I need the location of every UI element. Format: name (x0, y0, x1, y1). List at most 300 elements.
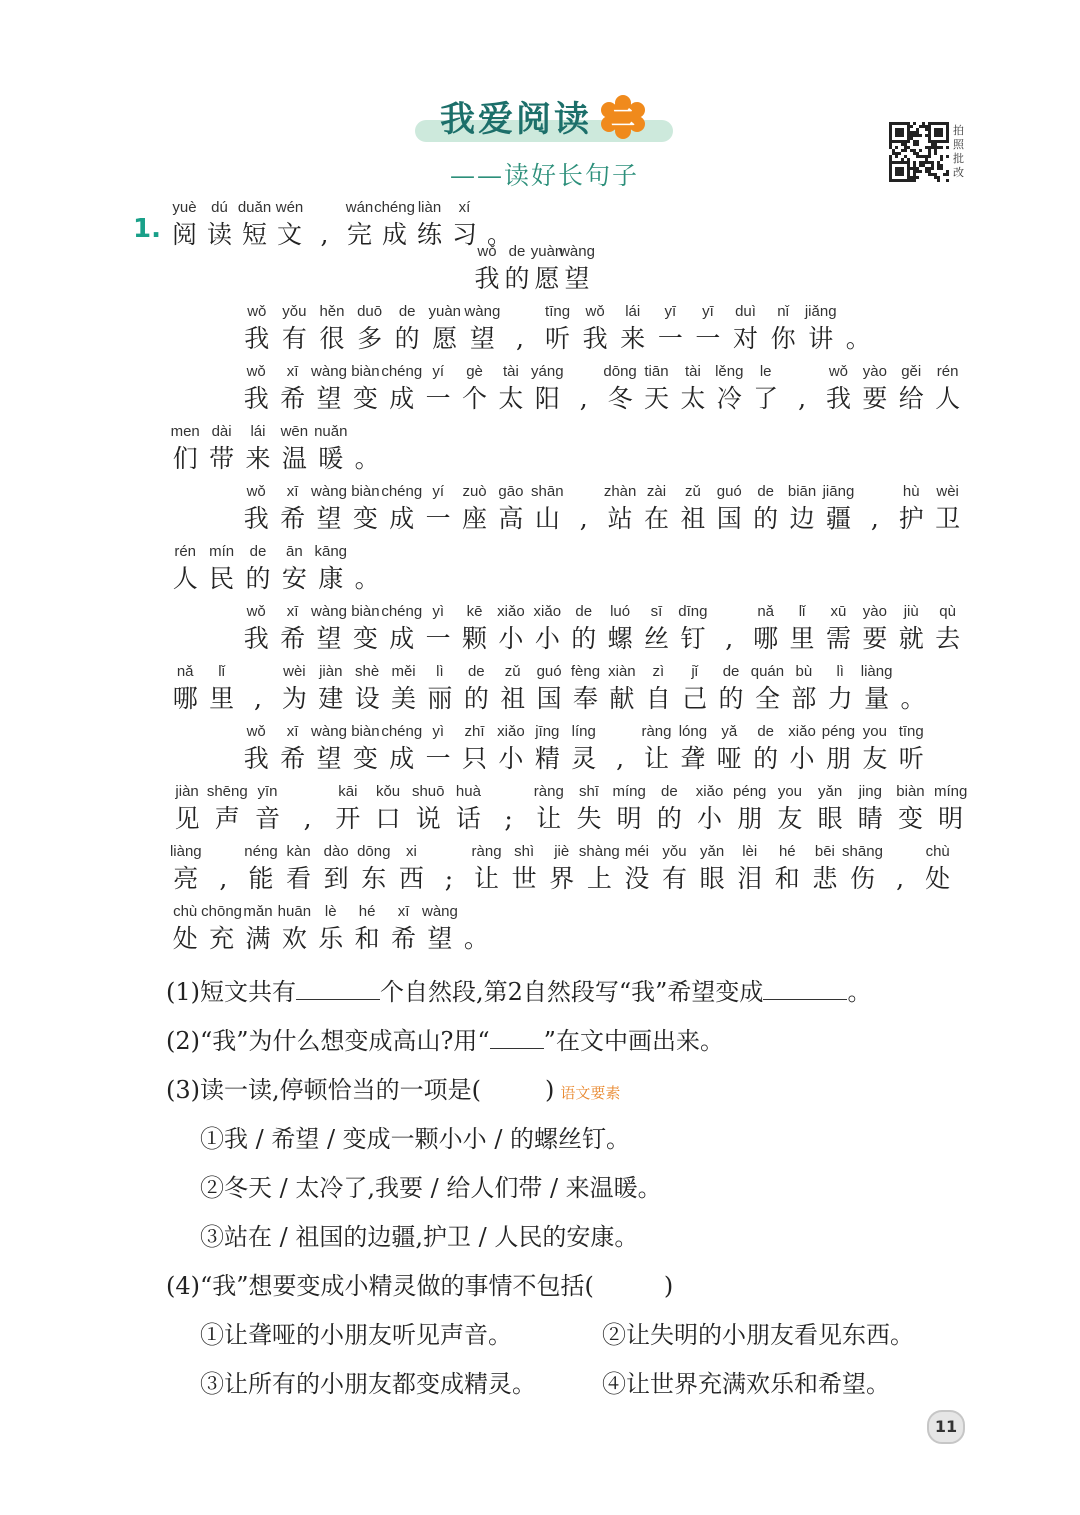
char-cell (288, 782, 328, 836)
hanzi: 们 (172, 444, 198, 473)
char-cell (711, 722, 747, 776)
char-cell (472, 242, 502, 296)
hanzi: 和 (774, 864, 800, 893)
pinyin: shēng (206, 783, 248, 800)
hanzi: 的 (753, 744, 779, 773)
char-cell (857, 722, 893, 776)
hanzi: 国 (536, 684, 562, 713)
char-cell (388, 302, 426, 356)
passage-line (238, 302, 877, 356)
pinyin: huà (455, 783, 481, 800)
hanzi: 成 (389, 504, 415, 533)
pinyin: wàng (311, 363, 347, 380)
char-cell (385, 902, 421, 956)
qr-label (953, 124, 969, 180)
hanzi: 成 (389, 624, 415, 653)
char-cell (422, 662, 458, 716)
char-cell (276, 422, 312, 476)
hanzi: , (798, 384, 807, 413)
char-cell (381, 722, 423, 776)
hanzi: 望 (316, 504, 342, 533)
hanzi: 上 (586, 864, 612, 893)
pinyin: biàn (351, 723, 380, 740)
char-cell (240, 422, 276, 476)
hanzi: , (219, 864, 228, 893)
char-cell (276, 662, 312, 716)
char-cell (495, 662, 531, 716)
char-cell (576, 302, 614, 356)
pinyin: chéng (381, 723, 423, 740)
char-cell (770, 782, 810, 836)
hanzi: 让 (536, 804, 562, 833)
char-cell (167, 422, 203, 476)
char-cell (929, 602, 965, 656)
char-cell (764, 302, 802, 356)
pinyin: ràng (471, 843, 502, 860)
pinyin: guó (716, 483, 742, 500)
char-cell (784, 482, 820, 536)
hanzi: 美 (391, 684, 417, 713)
hanzi: 世 (511, 864, 537, 893)
hanzi: 变 (352, 384, 378, 413)
pinyin: xi (405, 843, 417, 860)
hanzi: 小 (498, 624, 524, 653)
hanzi: 有 (662, 864, 688, 893)
pinyin: xiǎo (497, 723, 525, 740)
char-cell (489, 782, 529, 836)
char-cell (713, 662, 749, 716)
hanzi: 多 (357, 324, 383, 353)
hanzi: 友 (862, 744, 888, 773)
question-3 (166, 1070, 620, 1105)
char-cell (747, 602, 783, 656)
char-cell (347, 602, 383, 656)
hanzi: 的 (245, 564, 271, 593)
pinyin: fèng (570, 663, 601, 680)
char-cell (675, 722, 711, 776)
hanzi: 人 (172, 564, 198, 593)
hanzi: 你 (770, 324, 796, 353)
pinyin: jiàn (175, 783, 199, 800)
hanzi: 一 (657, 324, 683, 353)
hanzi: , (896, 864, 905, 893)
char-cell (203, 542, 239, 596)
char-cell (929, 482, 965, 536)
char-cell (531, 662, 567, 716)
pinyin: tài (503, 363, 519, 380)
pinyin: tài (684, 363, 701, 380)
pinyin: yáng (531, 363, 564, 380)
char-cell (614, 302, 652, 356)
char-cell (569, 782, 609, 836)
hanzi: 的 (463, 684, 489, 713)
hanzi: 成 (389, 384, 415, 413)
pinyin: yí (432, 363, 444, 380)
hanzi: 部 (791, 684, 817, 713)
passage-line (238, 602, 966, 656)
hanzi: 变 (352, 744, 378, 773)
q1-text-b: 个自然段,第2自然段写“我”希望变成 (380, 978, 764, 1006)
hanzi: 听 (898, 744, 924, 773)
q1-text-c: 。 (847, 978, 872, 1006)
pinyin: chù (173, 903, 198, 920)
passage-line (167, 902, 495, 956)
hanzi: 民 (209, 564, 235, 593)
hanzi: 界 (549, 864, 575, 893)
hanzi: 乐 (318, 924, 344, 953)
passage-line (167, 542, 385, 596)
pinyin: liàng (169, 843, 202, 860)
pinyin: gè (466, 363, 483, 380)
pinyin: wèi (936, 483, 959, 500)
char-cell (820, 482, 856, 536)
hanzi: 去 (935, 624, 961, 653)
char-cell (784, 362, 820, 416)
pinyin: chéng (381, 483, 423, 500)
pinyin: biàn (351, 603, 380, 620)
char-cell (342, 198, 377, 252)
char-cell (313, 542, 349, 596)
char-cell (420, 362, 456, 416)
char-cell (448, 782, 488, 836)
char-cell (420, 482, 456, 536)
pinyin: tīng (898, 723, 924, 740)
hanzi: , (254, 684, 262, 713)
hanzi: 聋 (680, 744, 706, 773)
pinyin: lǐ (218, 663, 225, 680)
passage-line (238, 482, 966, 536)
char-cell (638, 722, 674, 776)
pinyin: gěi (901, 363, 922, 380)
hanzi: 我 (243, 504, 269, 533)
char-cell (311, 602, 347, 656)
char-cell (349, 422, 385, 476)
hanzi: 我 (474, 264, 500, 293)
char-cell (349, 662, 385, 716)
char-cell (501, 302, 539, 356)
char-cell (618, 842, 656, 896)
hanzi: 处 (925, 864, 951, 893)
pinyin: dīng (678, 603, 708, 620)
pinyin: wàng (559, 243, 595, 260)
char-cell (602, 602, 638, 656)
page-title: 我爱阅读 (440, 100, 593, 140)
char-cell (201, 902, 243, 956)
char-cell (747, 482, 783, 536)
hanzi: 要 (862, 384, 888, 413)
char-cell (822, 662, 858, 716)
hanzi: 睛 (857, 804, 883, 833)
hanzi: 个 (462, 384, 488, 413)
hanzi: 音 (254, 804, 280, 833)
hanzi: 。 (354, 564, 380, 593)
passage-line (238, 722, 929, 776)
hanzi: 悲 (812, 864, 838, 893)
char-cell (566, 602, 602, 656)
hanzi: , (579, 384, 588, 413)
char-cell (202, 198, 237, 252)
pinyin: xiǎo (533, 603, 562, 620)
hanzi: 愿 (432, 324, 458, 353)
pinyin: wàng (422, 903, 458, 920)
question-2 (166, 1021, 724, 1056)
hanzi: 哪 (172, 684, 198, 713)
hanzi: 到 (323, 864, 349, 893)
char-cell (280, 842, 318, 896)
char-cell (274, 362, 310, 416)
pinyin: yǎn (818, 783, 843, 800)
hanzi: 太 (680, 384, 706, 413)
char-cell (307, 198, 342, 252)
pinyin: tiān (644, 363, 669, 380)
hanzi: 看 (286, 864, 312, 893)
hanzi: 开 (335, 804, 361, 833)
pinyin: wǒ (585, 303, 605, 320)
pinyin: měi (391, 663, 416, 680)
badge-number: 二 (611, 104, 635, 132)
pinyin: wàng (311, 723, 347, 740)
pinyin: wǒ (246, 363, 266, 380)
char-cell (747, 362, 783, 416)
char-cell (820, 722, 856, 776)
char-cell (238, 302, 276, 356)
hanzi: 丽 (427, 684, 453, 713)
hanzi: 让 (474, 864, 500, 893)
hanzi: 变 (352, 504, 378, 533)
pinyin: ān (286, 543, 303, 560)
pinyin: duǎn (237, 199, 272, 216)
pinyin: xiàn (608, 663, 636, 680)
pinyin: hé (778, 843, 796, 860)
pinyin: de (661, 783, 678, 800)
pinyin: duō (357, 303, 383, 320)
pinyin: wàng (311, 603, 347, 620)
char-cell (895, 662, 931, 716)
char-cell (240, 662, 276, 716)
hanzi: 我 (582, 324, 608, 353)
char-cell (890, 782, 930, 836)
hanzi: 话 (455, 804, 481, 833)
hanzi: 满 (245, 924, 271, 953)
char-cell (167, 842, 205, 896)
hanzi: 望 (316, 384, 342, 413)
char-cell (167, 902, 203, 956)
char-cell (456, 362, 492, 416)
char-cell (458, 662, 494, 716)
pinyin: lì (436, 663, 444, 680)
hanzi: 明 (938, 804, 964, 833)
char-cell (272, 198, 307, 252)
char-cell (347, 722, 383, 776)
char-cell (205, 842, 243, 896)
hanzi: 东 (361, 864, 387, 893)
char-cell (929, 362, 965, 416)
hanzi: , (320, 220, 329, 249)
hanzi: , (579, 504, 588, 533)
hanzi: 望 (564, 264, 590, 293)
pinyin: wén (275, 199, 304, 216)
pinyin: shī (578, 783, 599, 800)
hanzi: 。 (845, 324, 871, 353)
page-number: 11 (927, 1410, 965, 1444)
pinyin: xī (397, 903, 410, 920)
char-cell (274, 722, 310, 776)
hanzi: 眼 (699, 864, 725, 893)
pinyin: xī (286, 723, 299, 740)
hanzi: 我 (825, 384, 851, 413)
hanzi: 设 (354, 684, 380, 713)
char-cell (493, 602, 529, 656)
qr-label-char: 照 (953, 138, 964, 151)
pinyin: huān (277, 903, 312, 920)
hanzi: 完 (346, 220, 372, 249)
hanzi: 一 (425, 744, 451, 773)
char-cell (207, 782, 247, 836)
char-cell (529, 482, 565, 536)
pinyin: de (722, 663, 740, 680)
hanzi: 里 (209, 684, 235, 713)
pinyin: líng (571, 723, 596, 740)
char-cell (840, 302, 878, 356)
char-cell (727, 302, 765, 356)
passage-line (238, 362, 966, 416)
pinyin: nǐ (777, 303, 789, 320)
hanzi: 我 (243, 384, 269, 413)
pinyin: de (467, 663, 485, 680)
char-cell (502, 242, 532, 296)
pinyin: xiǎo (695, 783, 724, 800)
char-cell (749, 662, 785, 716)
pinyin: lěng (715, 363, 744, 380)
char-cell (844, 842, 882, 896)
char-cell (493, 482, 529, 536)
hanzi: 讲 (808, 324, 834, 353)
pinyin: rén (936, 363, 959, 380)
pinyin: lè (324, 903, 337, 920)
char-cell (203, 422, 239, 476)
char-cell (652, 302, 690, 356)
hanzi: 眼 (817, 804, 843, 833)
char-cell (456, 602, 492, 656)
hanzi: 山 (534, 504, 560, 533)
char-cell (420, 722, 456, 776)
hanzi: 练 (416, 220, 442, 249)
hanzi: 成 (381, 220, 407, 249)
hanzi: 希 (280, 744, 306, 773)
pinyin: míng (612, 783, 646, 800)
char-cell (237, 198, 272, 252)
char-cell (311, 362, 347, 416)
hanzi: 螺 (607, 624, 633, 653)
pinyin: yǎ (721, 723, 738, 740)
pinyin: yǒu (662, 843, 687, 860)
pinyin: xiǎo (788, 723, 816, 740)
char-cell (313, 302, 351, 356)
char-cell (567, 662, 603, 716)
hanzi: 短 (241, 220, 267, 249)
char-cell (347, 482, 383, 536)
char-cell (203, 662, 239, 716)
hanzi: 泪 (737, 864, 763, 893)
pinyin: wèi (283, 663, 306, 680)
char-cell (349, 902, 385, 956)
hanzi: , (515, 324, 524, 353)
hanzi: 国 (716, 504, 742, 533)
char-cell (675, 602, 711, 656)
hanzi: 希 (391, 924, 417, 953)
char-cell (240, 542, 276, 596)
char-cell (274, 482, 310, 536)
hanzi: 了 (753, 384, 779, 413)
pinyin: de (757, 483, 774, 500)
passage-line (167, 662, 931, 716)
pinyin: lóng (678, 723, 708, 740)
hanzi: 丝 (643, 624, 669, 653)
char-cell (893, 362, 929, 416)
hanzi: , (616, 744, 625, 773)
hanzi: 全 (754, 684, 780, 713)
q2-text-a: (2)“我”为什么想变成高山?用“ (166, 1027, 490, 1055)
pinyin: yì (432, 603, 444, 620)
q3-text-b: ) (545, 1076, 555, 1104)
hanzi: 冷 (716, 384, 742, 413)
pinyin: ràng (533, 783, 564, 800)
char-cell (247, 782, 287, 836)
pinyin: jiè (554, 843, 570, 860)
hanzi: 愿 (534, 264, 560, 293)
char-cell (493, 722, 529, 776)
hanzi: 的 (504, 264, 530, 293)
qr-label-char: 拍 (953, 124, 964, 137)
hanzi: 望 (427, 924, 453, 953)
char-cell (786, 662, 822, 716)
hanzi: 献 (609, 684, 635, 713)
char-cell (408, 782, 448, 836)
pinyin: dào (323, 843, 349, 860)
pinyin: you (777, 783, 802, 800)
hanzi: 朋 (737, 804, 763, 833)
char-cell (711, 482, 747, 536)
q3-option-1: ①我 / 希望 / 变成一颗小小 / 的螺丝钉。 (200, 1125, 631, 1153)
char-cell (919, 842, 957, 896)
char-cell (857, 602, 893, 656)
hanzi: 哑 (716, 744, 742, 773)
hanzi: 变 (352, 624, 378, 653)
hanzi: 力 (827, 684, 853, 713)
pinyin: shàng (578, 843, 620, 860)
passage-line (167, 782, 971, 836)
pinyin: jiāng (822, 483, 855, 500)
pinyin: lái (625, 303, 641, 320)
hanzi: 小 (789, 744, 815, 773)
hanzi: 来 (245, 444, 271, 473)
q1-answer-blank-wish[interactable] (763, 977, 847, 1000)
hanzi: 祖 (500, 684, 526, 713)
hanzi: 护 (898, 504, 924, 533)
pinyin: guó (536, 663, 562, 680)
char-cell (355, 842, 393, 896)
hanzi: 疆 (825, 504, 851, 533)
qr-code-icon[interactable] (889, 122, 949, 182)
hanzi: 钉 (680, 624, 706, 653)
q1-answer-blank-count[interactable] (296, 977, 380, 1000)
char-cell (238, 722, 274, 776)
char-cell (328, 782, 368, 836)
hanzi: 阳 (534, 384, 560, 413)
hanzi: 的 (571, 624, 597, 653)
qr-label-char: 批 (953, 152, 964, 165)
hanzi: 明 (616, 804, 642, 833)
